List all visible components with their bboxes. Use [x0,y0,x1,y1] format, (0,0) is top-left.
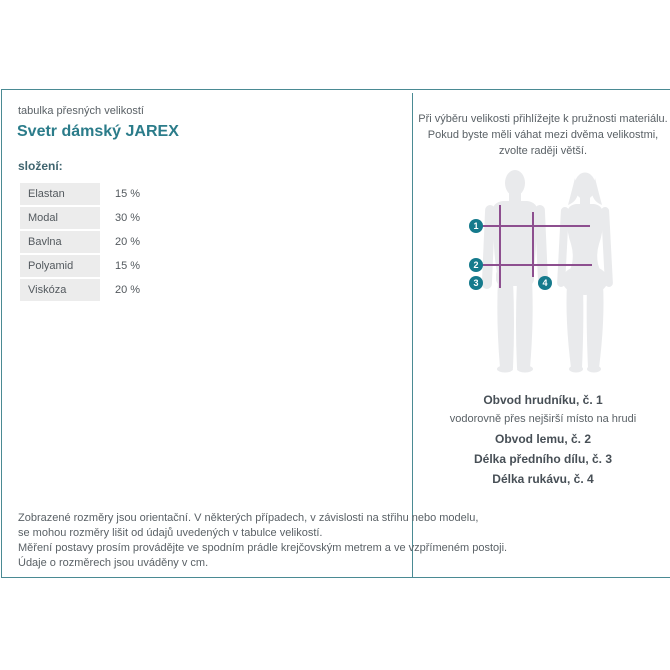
advice-line: Pokud byste měli váhat mezi dvěma velikostmi, [427,129,659,141]
composition-table [20,183,220,303]
composition-heading: složení: [18,159,63,173]
body-silhouettes-icon [455,168,635,380]
female-silhouette-icon [557,173,613,373]
disclaimer-line: se mohou rozměry lišit od údajů uvedených v tabulce velikostí. [18,527,323,539]
marker-4: 4 [538,276,552,290]
chest-measure-line [480,225,590,227]
male-silhouette-icon [482,170,549,373]
sizing-advice-text [412,111,670,159]
percent-cell: 20 % [115,284,141,296]
measurement-label: Délka předního dílu, č. 3 [473,452,613,466]
percent-cell: 15 % [115,260,141,272]
marker-3: 3 [469,276,483,290]
percent-cell: 30 % [115,212,141,224]
disclaimer-line: Měření postavy prosím provádějte ve spodním prádle krejčovským metrem a ve vzpřímeném postoji. [18,542,508,554]
marker-1: 1 [469,219,483,233]
table-row [20,255,220,277]
sleeve-measure-line [532,212,534,277]
material-cell: Polyamid [20,255,100,277]
disclaimer-line: Údaje o rozměrech jsou uváděny v cm. [18,557,209,569]
marker-2: 2 [469,258,483,272]
measurement-legend [412,392,670,491]
front-length-measure-line [499,205,501,288]
percent-cell: 15 % [115,188,141,200]
product-title: Svetr dámský JAREX [17,123,179,140]
size-table-eyebrow: tabulka přesných velikostí [18,105,144,117]
advice-line: Při výběru velikosti přihlížejte k pružnosti materiálu. [418,113,668,125]
disclaimer-text [18,511,507,571]
measurement-label: Obvod lemu, č. 2 [494,432,592,446]
table-row [20,279,220,301]
material-cell: Elastan [20,183,100,205]
table-row [20,231,220,253]
percent-cell: 20 % [115,236,141,248]
table-row [20,207,220,229]
column-divider [412,93,413,577]
disclaimer-line: Zobrazené rozměry jsou orientační. V některých případech, v závislosti na střihu nebo modelu, [18,512,479,524]
body-measurement-diagram [455,168,635,380]
measurement-note: vodorovně přes nejširší místo na hrudi [449,413,637,425]
table-row [20,183,220,205]
advice-line: zvolte raději větší. [498,145,588,157]
material-cell: Bavlna [20,231,100,253]
hem-measure-line [480,264,592,266]
measurement-label: Obvod hrudníku, č. 1 [483,393,603,407]
measurement-label: Délka rukávu, č. 4 [492,472,594,486]
material-cell: Viskóza [20,279,100,301]
material-cell: Modal [20,207,100,229]
